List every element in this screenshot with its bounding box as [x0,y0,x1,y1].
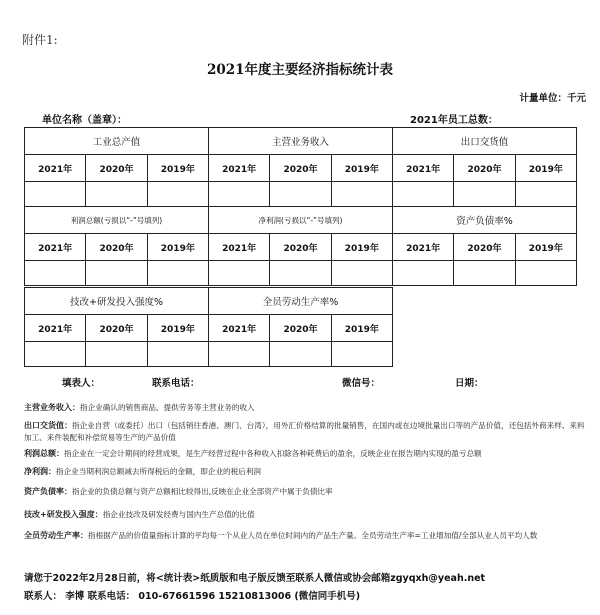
value-cell[interactable] [86,182,147,207]
year-header: 2019年 [331,234,392,261]
value-cell[interactable] [393,182,454,207]
value-cell[interactable] [515,261,576,286]
header-total-profit-text: 利润总额(亏损以“-”号填列) [70,215,163,225]
note-rd-intensity [24,509,586,521]
note-total-profit [24,448,586,460]
note-term: 主营业务收入： [24,403,80,412]
header-export-value: 出口交货值 [393,128,577,155]
value-cell[interactable] [392,261,453,286]
year-header: 2021年 [25,155,86,182]
year-header: 2021年 [209,315,270,342]
value-cell[interactable] [209,342,270,367]
year-header: 2019年 [331,155,392,182]
attachment-label: 附件1: [22,33,58,47]
year-header: 2020年 [270,234,331,261]
note-term: 技改+研发投入强度： [24,510,103,519]
note-export-value [24,420,586,444]
note-text: 指企业在一定会计期间的经营成果，是生产经营过程中各种收入扣除各种耗费后的盈余，反映企业在报告期内实现的盈亏总额 [64,449,482,458]
value-cell[interactable] [515,182,576,207]
year-header: 2019年 [515,234,576,261]
value-cell[interactable] [25,182,86,207]
note-text: 指企业自营（或委托）出口（包括销往香港、澳门、台湾），用外汇价格结算的批量销售，在国内或在边境批量出口等的产品价值，还包括外商来样、来料加工、来件装配和补偿贸易等生产的产品价值 [24,421,585,442]
year-header: 2021年 [25,315,86,342]
header-industrial-output: 工业总产值 [25,128,209,155]
year-header: 2020年 [270,315,331,342]
value-cell[interactable] [147,261,208,286]
year-header: 2021年 [392,234,453,261]
note-text: 指根据产品的价值量指标计算的平均每一个从业人员在单位时间内的产品生产量。全员劳动生产率=工业增加值/全部从业人员平均人数 [88,531,538,540]
value-cell[interactable] [147,182,208,207]
note-term: 出口交货值： [24,421,72,430]
header-labor-productivity: 全员劳动生产率% [209,288,393,315]
header-net-profit-text: 净利润(亏损以“-”号填列) [258,215,343,225]
value-cell[interactable] [270,182,331,207]
value-cell[interactable] [147,342,208,367]
indicator-table-3 [24,287,393,367]
value-cell[interactable] [454,261,515,286]
footer-deadline-note: 请您于2022年2月28日前，将<统计表>纸质版和电子版反馈至联系人微信或协会邮箱zgyqxh@yeah.net [24,573,486,584]
indicator-table-1 [24,127,577,207]
value-cell[interactable] [86,342,147,367]
filler-label: 填表人： [62,378,101,389]
value-cell[interactable] [454,182,515,207]
year-header: 2019年 [147,234,208,261]
value-cell[interactable] [25,342,86,367]
note-text: 指企业当期利润总额减去所得税后的金额，即企业的税后利润 [56,467,262,476]
value-cell[interactable] [331,342,392,367]
note-term: 全员劳动生产率： [24,531,88,540]
year-header: 2019年 [331,315,392,342]
note-term: 资产负债率： [24,487,72,496]
year-header: 2021年 [25,234,86,261]
note-text: 指企业的负债总额与资产总额相比较得出,反映在企业全部资产中属于负债比率 [72,487,333,496]
year-header: 2020年 [86,155,147,182]
date-label: 日期： [455,378,484,389]
note-text: 指企业确认的销售商品、提供劳务等主营业务的收入 [80,403,255,412]
year-header: 2021年 [208,234,269,261]
note-main-revenue [24,402,586,414]
year-header: 2021年 [393,155,454,182]
value-cell[interactable] [331,182,392,207]
note-debt-ratio [24,486,586,498]
note-term: 利润总额： [24,449,64,458]
note-term: 净利润： [24,467,56,476]
value-cell[interactable] [331,261,392,286]
phone-label: 联系电话： [152,378,200,389]
employees-label: 2021年员工总数： [410,115,498,126]
company-name-label: 单位名称（盖章）： [42,115,127,126]
header-rd-intensity: 技改+研发投入强度% [25,288,209,315]
indicator-table-2 [24,206,577,286]
unit-label: 计量单位：千元 [519,93,586,104]
note-labor-productivity [24,530,586,542]
page-title: 2021年度主要经济指标统计表 [206,62,394,78]
value-cell[interactable] [208,182,269,207]
note-net-profit [24,466,586,478]
note-text: 指企业技改及研发经费与国内生产总值的比值 [102,510,255,519]
footer-contact-line: 联系人： 李博 联系电话： 010-67661596 15210813006 (微信同手机号) [24,591,361,602]
header-net-profit [208,207,392,234]
year-header: 2021年 [208,155,269,182]
year-header: 2020年 [270,155,331,182]
value-cell[interactable] [25,261,86,286]
value-cell[interactable] [86,261,147,286]
value-cell[interactable] [270,342,331,367]
year-header: 2020年 [86,234,147,261]
year-header: 2020年 [454,234,515,261]
year-header: 2020年 [86,315,147,342]
header-main-revenue: 主营业务收入 [208,128,392,155]
header-debt-ratio: 资产负债率% [392,207,576,234]
header-total-profit [25,207,209,234]
year-header: 2019年 [515,155,576,182]
year-header: 2020年 [454,155,515,182]
year-header: 2019年 [147,315,208,342]
wechat-label: 微信号： [342,378,381,389]
value-cell[interactable] [208,261,269,286]
year-header: 2019年 [147,155,208,182]
value-cell[interactable] [270,261,331,286]
